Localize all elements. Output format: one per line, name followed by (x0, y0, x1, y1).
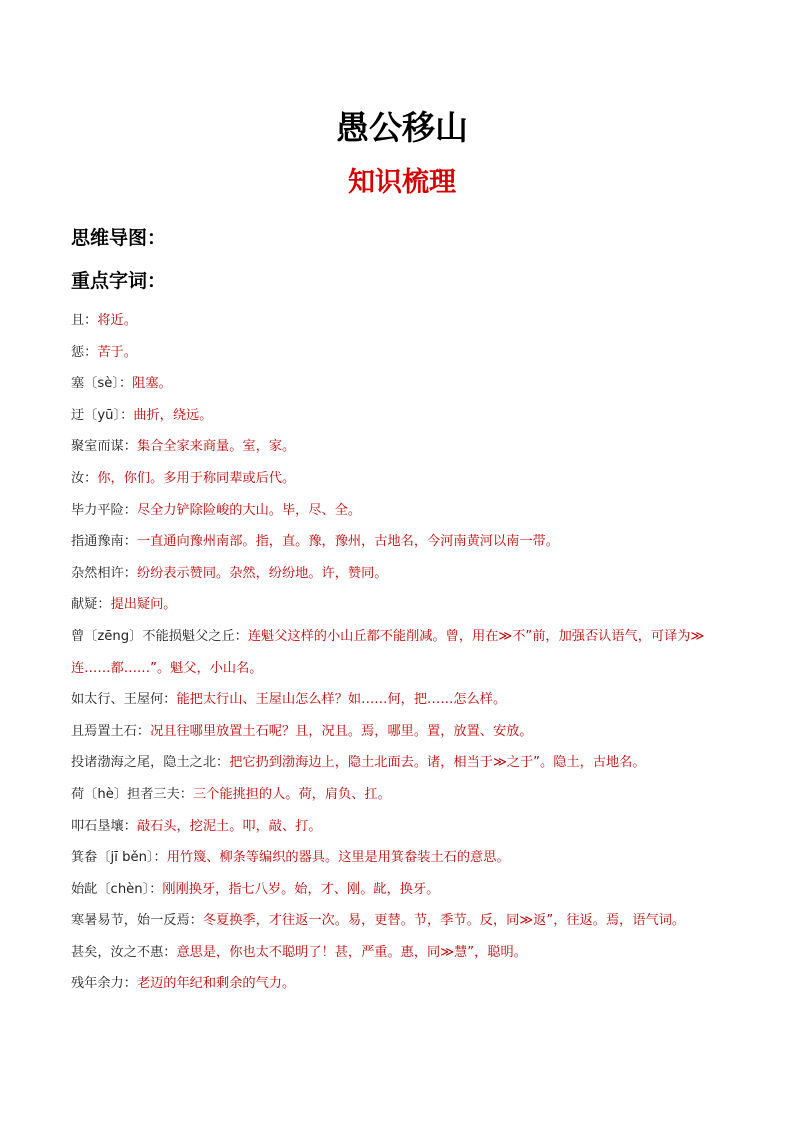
vocab-entry (71, 589, 733, 621)
vocab-gloss: 阻塞。 (132, 376, 172, 392)
vocab-gloss: 提出疑问。 (110, 597, 177, 613)
vocab-entry (71, 874, 733, 906)
vocab-gloss: 将近。 (97, 313, 137, 328)
vocab-term: 始龀〔chèn〕： (71, 881, 163, 897)
vocab-term: 毕力平险： (71, 502, 137, 518)
vocab-term: 如太行、王屋何： (71, 692, 177, 708)
page-title: 愚公移山 (336, 108, 468, 147)
vocab-entry (71, 905, 733, 937)
vocab-term: 聚室而谋： (71, 439, 137, 455)
vocab-term: 且： (71, 313, 98, 328)
section-heading-mind-map: 思维导图： (71, 227, 167, 249)
vocab-term: 寒暑易节，始一反焉： (71, 913, 203, 929)
vocab-gloss: 三个能挑担的人。荷，肩负、扛。 (192, 786, 391, 802)
vocab-entry (71, 368, 733, 400)
vocab-term: 惩： (71, 344, 98, 360)
vocab-gloss: 连魁父这样的小山丘都不能削减。曾，用在≫不”前，加强否认语气，可译为≫连……都……”。魁父，小山名。 (71, 628, 705, 676)
vocab-gloss: 苦于。 (97, 344, 137, 360)
vocab-gloss: 尽全力铲除险峻的大山。毕，尽、全。 (136, 502, 362, 518)
vocab-entry (71, 400, 733, 432)
vocab-entry (71, 684, 733, 716)
vocab-entry (71, 747, 733, 779)
vocab-gloss: 老迈的年纪和剩余的气力。 (136, 976, 296, 992)
vocab-term: 甚矣，汝之不惠： (71, 944, 177, 960)
vocab-gloss: 意思是，你也太不聪明了！甚，严重。惠，同≫慧”，聪明。 (176, 944, 527, 960)
vocab-gloss: 刚刚换牙，指七八岁。始，才、刚。龀，换牙。 (162, 881, 440, 897)
vocab-entry (71, 431, 733, 463)
vocab-entry (71, 842, 733, 874)
vocab-entry (71, 305, 733, 337)
vocab-term: 投诸渤海之尾，隐土之北： (71, 755, 230, 771)
vocab-gloss: 冬夏换季，才往返一次。易，更替。节，季节。反，同≫返”，往返。焉，语气词。 (202, 913, 686, 929)
vocab-term: 献疑： (71, 597, 111, 613)
vocab-gloss: 纷纷表示赞同。杂然，纷纷地。许，赞同。 (136, 565, 388, 581)
vocab-entry (71, 526, 733, 558)
vocabulary-list (71, 305, 733, 1000)
page-subtitle: 知识梳理 (348, 167, 456, 198)
vocab-gloss: 敲石头，挖泥土。叩，敲、打。 (136, 818, 322, 834)
vocab-term: 塞〔sè〕： (71, 376, 133, 392)
vocab-term: 叩石垦壤： (71, 818, 137, 834)
vocab-entry (71, 495, 733, 527)
vocab-term: 指通豫南： (71, 534, 137, 550)
vocab-term: 汝： (71, 470, 98, 486)
vocab-entry (71, 811, 733, 843)
vocab-entry (71, 968, 733, 1000)
vocab-term: 箕畚〔jī běn〕： (71, 850, 167, 866)
vocab-gloss: 一直通向豫州南部。指，直。豫，豫州，古地名，今河南黄河以南一带。 (136, 534, 559, 550)
vocab-gloss: 你，你们。多用于称同辈或后代。 (97, 470, 296, 486)
vocab-term: 残年余力： (71, 976, 137, 992)
vocab-gloss: 曲折，绕远。 (133, 407, 213, 423)
vocab-gloss: 把它扔到渤海边上，隐土北面去。诸，相当于≫之于”。隐土，古地名。 (229, 755, 646, 771)
vocab-entry (71, 779, 733, 811)
vocab-gloss: 能把太行山、王屋山怎么样？如……何，把……怎么样。 (176, 692, 507, 708)
section-heading-key-words: 重点字词： (71, 270, 167, 292)
vocab-term: 迂〔yū〕： (71, 407, 134, 423)
vocab-entry (71, 621, 733, 684)
vocab-term: 且焉置土石： (71, 723, 151, 739)
vocab-gloss: 况且往哪里放置土石呢？且，况且。焉，哪里。置，放置、安放。 (150, 723, 533, 739)
vocab-term: 曾〔zēng〕不能损魁父之丘： (71, 628, 248, 644)
vocab-entry (71, 463, 733, 495)
vocab-gloss: 用竹篾、柳条等编织的器具。这里是用箕畚装土石的意思。 (166, 850, 510, 866)
vocab-term: 荷〔hè〕担者三夫： (71, 786, 193, 802)
vocab-term: 杂然相许： (71, 565, 137, 581)
vocab-entry (71, 558, 733, 590)
vocab-gloss: 集合全家来商量。室，家。 (136, 439, 296, 455)
vocab-entry (71, 716, 733, 748)
vocab-entry (71, 937, 733, 969)
vocab-entry (71, 337, 733, 369)
